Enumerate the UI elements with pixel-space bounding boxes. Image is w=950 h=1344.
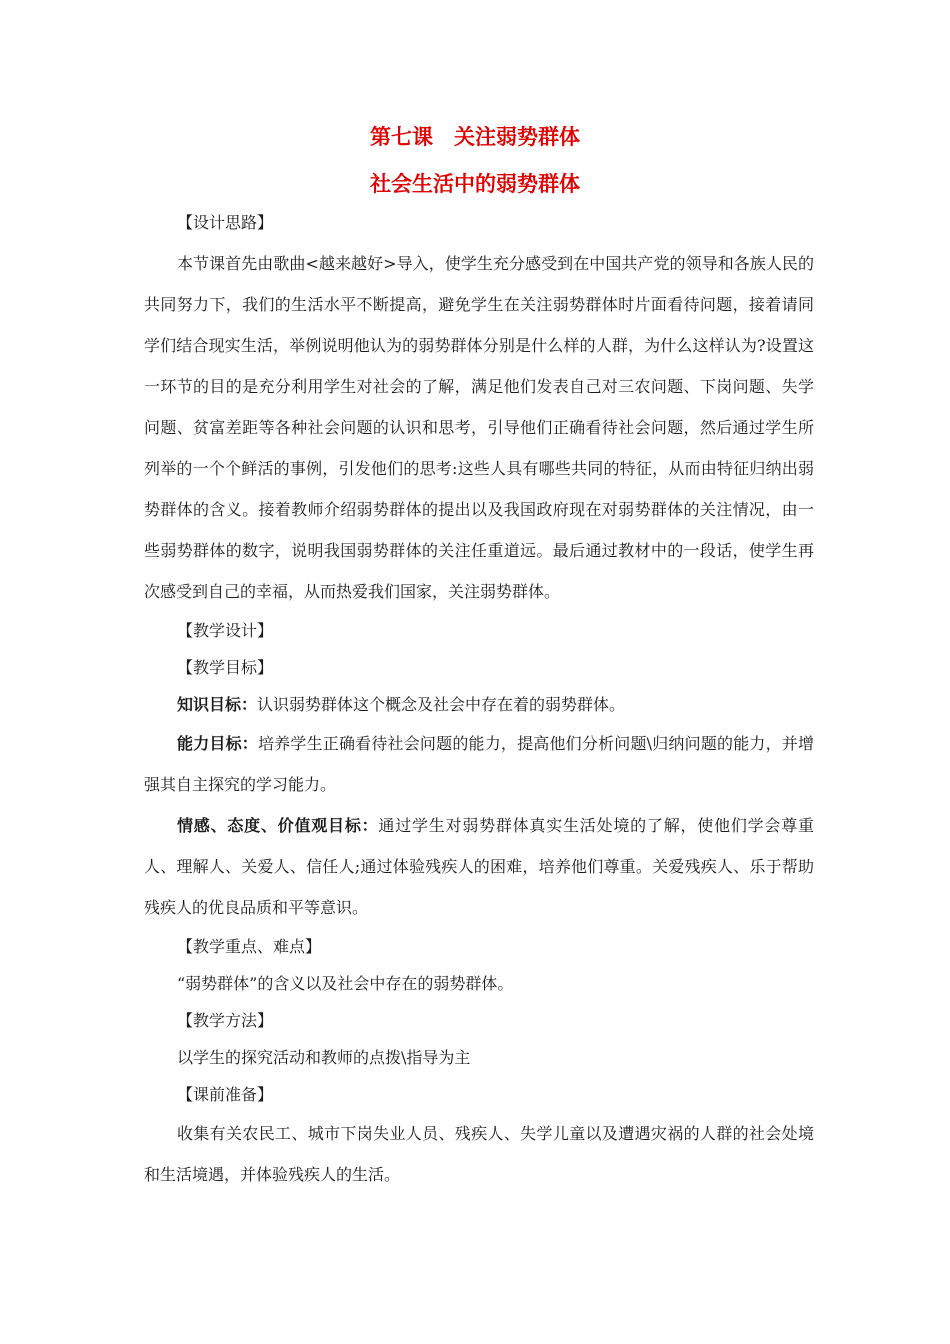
objective-ability bbox=[144, 723, 814, 805]
document-body bbox=[144, 202, 814, 1195]
objective-emotion bbox=[144, 805, 814, 928]
section-heading: 【教学重点、难点】 bbox=[177, 937, 322, 956]
body-paragraph: 本节课首先由歌曲<越来越好>导入，使学生充分感受到在中国共产党的领导和各族人民的共同努力下，我们的生活水平不断提高，避免学生在关注弱势群体时片面看待问题，接着请同学们结合现实生活，举例说明他认为的弱势群体分别是什么样的人群，为什么这样认为?设置这一环节的目的是充分利用学生对社会的了解，满足他们发表自己对三农问题、下岗问题、失学问题、贫富差距等各种社会问题的认识和思考，引导他们正确看待社会问题，然后通过学生所列举的一个个鲜活的事例，引发他们的思考:这些人具有哪些共同的特征，从而由特征归纳出弱势群体的含义。接着教师介绍弱势群体的提出以及我国政府现在对弱势群体的关注情况，由一些弱势群体的数字，说明我国弱势群体的关注任重道远。最后通过教材中的一段话，使学生再次感受到自己的幸福，从而热爱我们国家，关注弱势群体。 bbox=[144, 254, 814, 601]
section-heading: 【课前准备】 bbox=[177, 1085, 274, 1104]
objective-text: 认识弱势群体这个概念及社会中存在着的弱势群体。 bbox=[257, 695, 626, 714]
objective-label: 能力目标： bbox=[177, 734, 258, 753]
objective-text: 通过学生对弱势群体真实生活处境的了解，使他们学会尊重人、理解人、关爱人、信任人;通过体验残疾人的困难，培养他们尊重。关爱残疾人、乐于帮助残疾人的优良品质和平等意识。 bbox=[144, 816, 814, 917]
objective-knowledge bbox=[144, 686, 814, 723]
objective-label: 知识目标： bbox=[177, 695, 258, 714]
section-heading: 【设计思路】 bbox=[177, 213, 274, 232]
section-heading: 【教学方法】 bbox=[177, 1011, 274, 1030]
section-heading: 【教学设计】 bbox=[177, 621, 274, 640]
objective-label: 情感、态度、价值观目标： bbox=[177, 816, 379, 835]
objective-text: 培养学生正确看待社会问题的能力，提高他们分析问题\归纳问题的能力，并增强其自主探究的学习能力。 bbox=[144, 734, 814, 794]
body-paragraph: 以学生的探究活动和教师的点拨\指导为主 bbox=[177, 1048, 471, 1067]
document-title: 第七课 关注弱势群体 bbox=[370, 125, 580, 149]
body-paragraph: 收集有关农民工、城市下岗失业人员、残疾人、失学儿童以及遭遇灾祸的人群的社会处境和生活境遇，并体验残疾人的生活。 bbox=[144, 1124, 814, 1184]
document-subtitle: 社会生活中的弱势群体 bbox=[370, 172, 580, 196]
body-paragraph: “弱势群体”的含义以及社会中存在的弱势群体。 bbox=[177, 974, 514, 993]
section-heading: 【教学目标】 bbox=[177, 658, 274, 677]
